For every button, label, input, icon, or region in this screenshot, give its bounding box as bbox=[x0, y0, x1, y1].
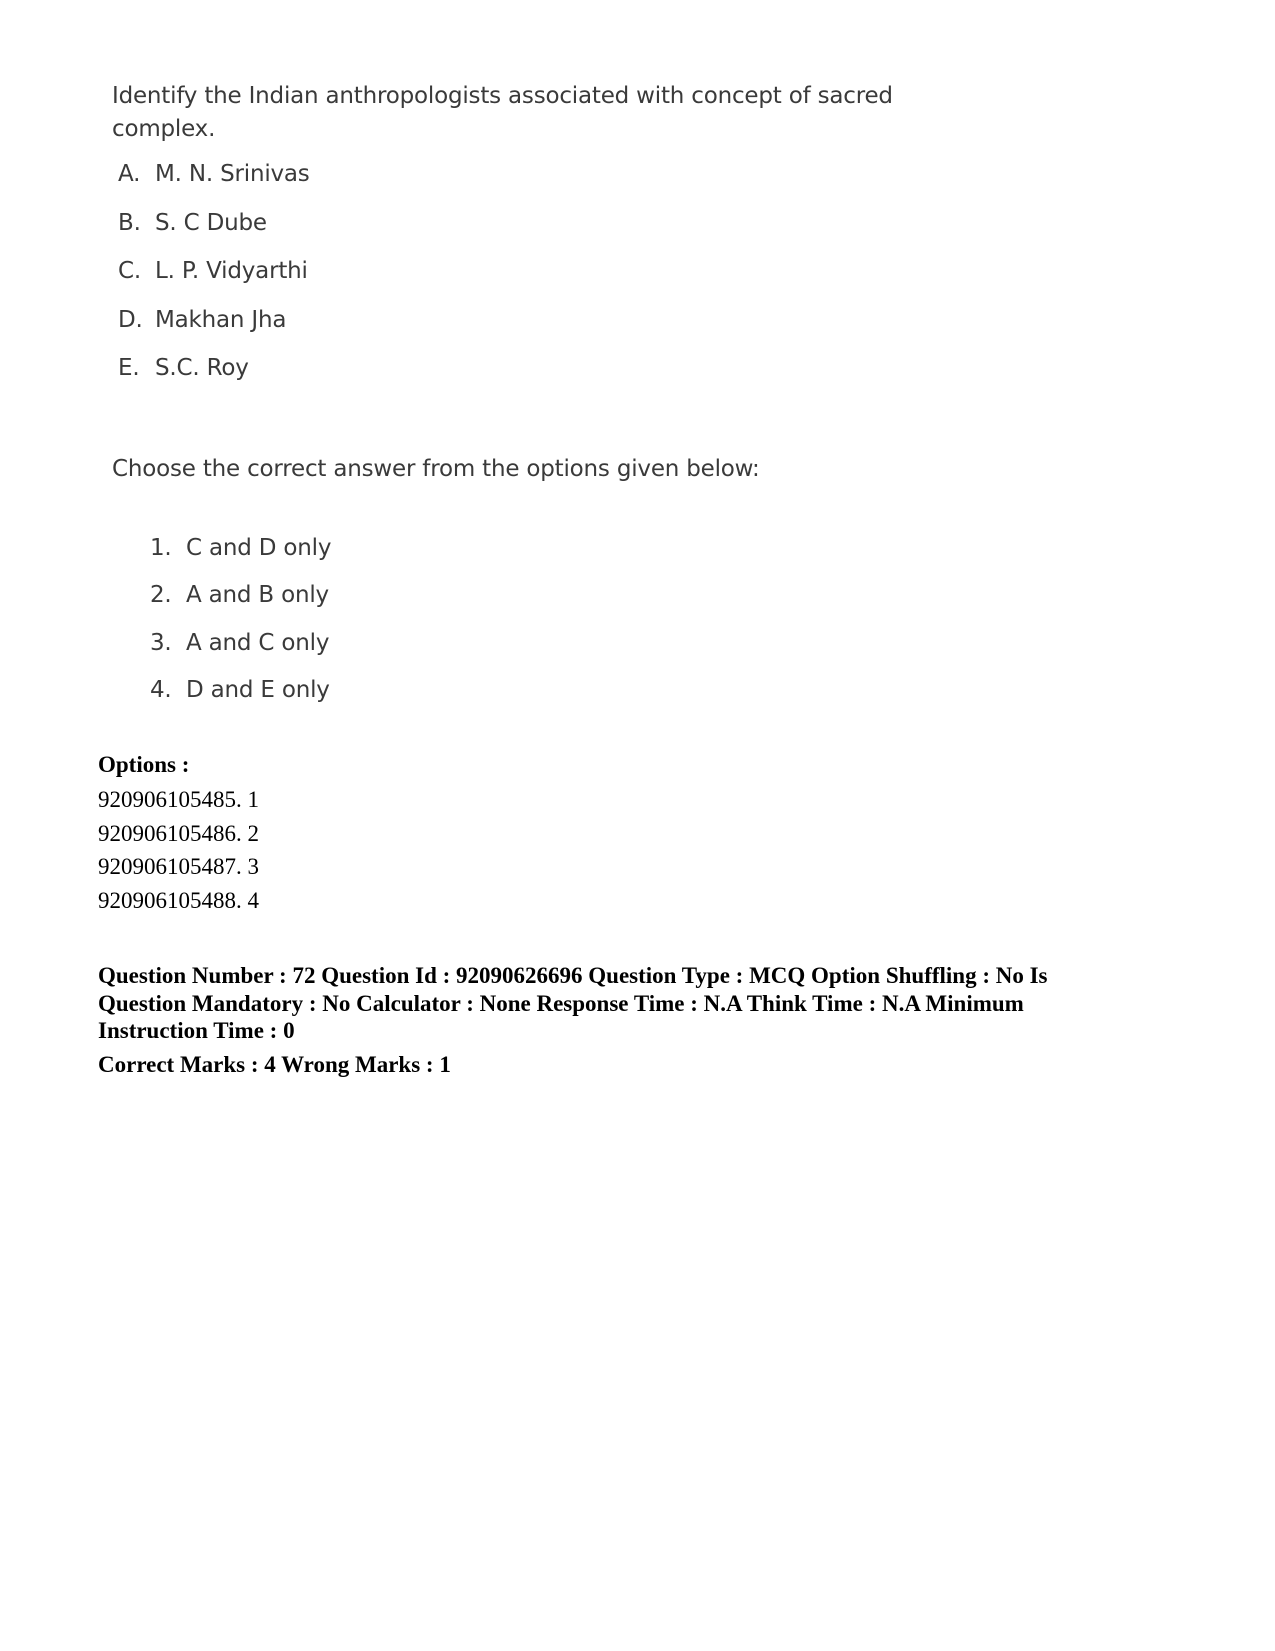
statement-item bbox=[118, 158, 912, 207]
option-row: 920906105486. 2 bbox=[98, 820, 259, 846]
options-section bbox=[98, 750, 259, 917]
question-image-block bbox=[112, 80, 912, 722]
choice-item bbox=[150, 627, 912, 675]
option-row: 920906105488. 4 bbox=[98, 887, 259, 913]
metadata-line-2: Question Mandatory : No Calculator : None Response Time : N.A Think Time : N.A Minimum bbox=[98, 990, 1024, 1016]
option-row: 920906105485. 1 bbox=[98, 787, 259, 812]
marks-line: Correct Marks : 4 Wrong Marks : 1 bbox=[98, 1051, 451, 1077]
statement-letter: B. bbox=[118, 209, 141, 236]
choice-text: A and C only bbox=[186, 629, 330, 656]
option-row: 920906105487. 3 bbox=[98, 854, 259, 879]
statement-text: M. N. Srinivas bbox=[155, 161, 310, 187]
choice-item bbox=[150, 579, 912, 627]
statement-text: L. P. Vidyarthi bbox=[155, 258, 308, 284]
choice-text: C and D only bbox=[186, 534, 332, 561]
metadata-line-1: Question Number : 72 Question Id : 92090626696 Question Type : MCQ Option Shuffling : No Is bbox=[98, 963, 1048, 988]
choice-list bbox=[150, 532, 912, 722]
answer-prompt: Choose the correct answer from the options given below: bbox=[112, 455, 760, 482]
metadata-line-3: Instruction Time : 0 bbox=[98, 1018, 295, 1043]
statement-list bbox=[118, 158, 912, 401]
options-title: Options : bbox=[98, 752, 190, 777]
statement-item bbox=[118, 255, 912, 304]
question-stem-line-2: complex. bbox=[112, 116, 216, 142]
choice-number: 3. bbox=[150, 629, 172, 656]
choice-text: A and B only bbox=[186, 582, 329, 608]
choice-number: 1. bbox=[150, 534, 172, 561]
choice-item bbox=[150, 532, 912, 580]
choice-text: D and E only bbox=[186, 677, 330, 703]
statement-letter: A. bbox=[118, 161, 141, 187]
choice-number: 4. bbox=[150, 677, 172, 703]
choice-item bbox=[150, 674, 912, 722]
choice-number: 2. bbox=[150, 582, 172, 608]
statement-text: S. C Dube bbox=[155, 209, 267, 236]
statement-item bbox=[118, 352, 912, 401]
statement-letter: D. bbox=[118, 306, 143, 333]
question-metadata bbox=[98, 962, 1118, 1078]
statement-text: Makhan Jha bbox=[155, 306, 287, 333]
statement-letter: E. bbox=[118, 355, 140, 381]
question-stem bbox=[112, 80, 912, 146]
statement-item bbox=[118, 207, 912, 256]
statement-item bbox=[118, 304, 912, 353]
question-stem-line-1: Identify the Indian anthropologists associated with concept of sacred bbox=[112, 83, 893, 109]
statement-text: S.C. Roy bbox=[155, 355, 249, 381]
statement-letter: C. bbox=[118, 258, 141, 284]
